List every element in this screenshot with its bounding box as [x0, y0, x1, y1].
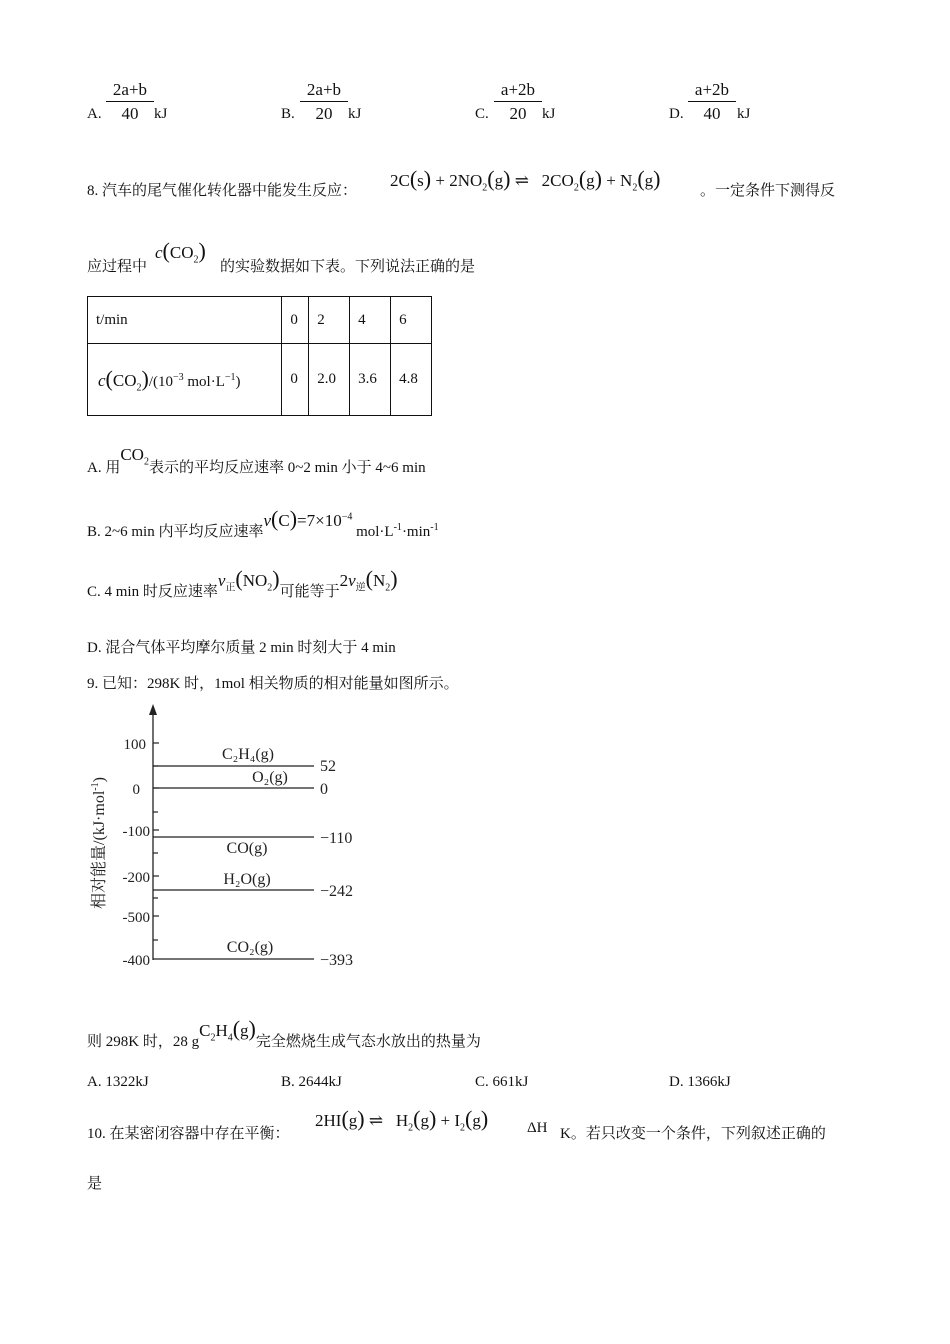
q7-option-c-letter[interactable]: C. — [475, 106, 489, 122]
q7-d-unit: kJ — [737, 106, 751, 122]
table-header-cell: t/min — [88, 297, 282, 344]
table-header-cell: 4 — [350, 297, 391, 344]
y-axis-title-text: 相对能量/(kJ·mol — [91, 790, 108, 909]
v-reverse-n2: $2v_逆(N_2)$ — [339, 566, 398, 594]
q9-question-prefix: 则 298K 时，28 g — [87, 1034, 200, 1050]
q8-stem-prefix: 8. 汽车的尾气催化转化器中能发生反应： — [87, 183, 358, 199]
q10-delta-h: ΔH — [527, 1120, 548, 1136]
q9-stem: 9. 已知：298K 时，1mol 相关物质的相对能量如图所示。 — [87, 676, 459, 692]
q8-a-suffix: 表示的平均反应速率 0~2 min 小于 4~6 min — [148, 460, 426, 476]
level-species-label: CO(g) — [226, 840, 268, 857]
q8-option-b[interactable]: B. 2~6 min 内平均反应速率$v(C)=7\times 10^{-4}$ $mol\cdot L^{-1}\cdot\min^{-1}$ — [87, 506, 439, 540]
y-tick-label: 0 — [132, 782, 140, 798]
table-header-cell: 2 — [309, 297, 350, 344]
q10-stem-suffix: K。若只改变一个条件，下列叙述正确的 — [560, 1126, 826, 1142]
q9-question-suffix: 完全燃烧生成气态水放出的热量为 — [255, 1034, 481, 1050]
q7-d-denominator: 40 — [703, 104, 721, 123]
q7-option-c-fraction — [494, 79, 542, 126]
q8-option-a[interactable] — [87, 445, 426, 479]
table-header-cell: 6 — [391, 297, 432, 344]
table-cell: 4.8 — [391, 344, 432, 416]
unit-part1: /(10 — [148, 373, 173, 390]
q10-line2: 是 — [87, 1176, 103, 1192]
level-species-label: H₂O(g) — [223, 871, 271, 888]
y-tick-label: 100 — [123, 737, 146, 753]
v-forward-no2: $v_正(NO_2)$ — [217, 566, 280, 594]
table-row-label: $c(CO_2)/(10^{-3}$ $mol\cdot L^{-1}$) — [88, 344, 282, 416]
q9-option-a[interactable]: A. 1322kJ — [87, 1074, 149, 1090]
level-value-label: 52 — [320, 758, 336, 775]
energy-level-diagram — [80, 700, 380, 980]
table-cell: 0 — [282, 344, 309, 416]
q9-option-b[interactable]: B. 2644kJ — [281, 1074, 342, 1090]
q9-option-d[interactable]: D. 1366kJ — [669, 1074, 731, 1090]
q10-stem-prefix: 10. 在某密闭容器中存在平衡： — [87, 1126, 290, 1142]
table-cell: 3.6 — [350, 344, 391, 416]
q7-option-b-fraction — [300, 79, 348, 126]
q8-b-unit: mol·L — [356, 524, 394, 540]
y-axis-title: 相对能量/(kJ·mol$^{-1}$) — [90, 777, 108, 909]
table-cell: 2.0 — [309, 344, 350, 416]
q7-d-numerator: a+2b — [688, 79, 736, 102]
rate-c-formula: $v(C)=7\times 10^{-4}$ — [263, 506, 353, 531]
q8-data-table — [87, 296, 432, 416]
q8-reaction-equation: $2C(s) + 2NO_2(g)$ ⇌ $2CO_2(g) + N_2(g)$ — [390, 166, 661, 194]
table-header-row — [88, 297, 432, 344]
q7-c-numerator: a+2b — [494, 79, 542, 102]
q7-c-denominator: 20 — [509, 104, 527, 123]
table-row — [88, 344, 432, 416]
level-value-label: 0 — [320, 781, 328, 798]
q7-option-a-fraction — [106, 79, 154, 126]
unit-part2: mol·L — [187, 373, 225, 390]
q8-option-d[interactable]: D. 混合气体平均摩尔质量 2 min 时刻大于 4 min — [87, 640, 396, 656]
q8-a-prefix: A. 用 — [87, 460, 121, 476]
q9-option-c[interactable]: C. 661kJ — [475, 1074, 529, 1090]
q8-stem-suffix: 。一定条件下测得反 — [700, 183, 836, 199]
c2h4-formula: $C_2H_4(g)$ — [199, 1016, 256, 1044]
level-value-label: −110 — [320, 830, 353, 847]
q7-b-denominator: 20 — [315, 104, 333, 123]
y-axis-arrow-icon — [149, 704, 157, 715]
q8-cco2-symbol: $c(CO_2)$ — [155, 238, 206, 266]
y-tick-label: -100 — [122, 824, 150, 840]
q8-c-mid: 可能等于 — [279, 584, 340, 600]
q7-a-unit: kJ — [154, 106, 168, 122]
q7-option-d-letter[interactable]: D. — [669, 106, 684, 122]
q8-line2-prefix: 应过程中 — [87, 259, 148, 275]
q8-line2-suffix: 的实验数据如下表。下列说法正确的是 — [220, 259, 476, 275]
co2-formula: $CO_2$ — [120, 445, 149, 468]
level-value-label: −393 — [320, 952, 354, 969]
q7-b-unit: kJ — [348, 106, 362, 122]
table-header-cell: 0 — [282, 297, 309, 344]
q7-option-d-fraction — [688, 79, 736, 126]
q8-b-math: =7×10 — [297, 511, 342, 530]
q7-b-numerator: 2a+b — [300, 79, 348, 102]
q7-c-unit: kJ — [542, 106, 556, 122]
q8-b-prefix: B. 2~6 min 内平均反应速率 — [87, 524, 264, 540]
q8-option-c[interactable] — [87, 566, 398, 603]
y-tick-label: -400 — [122, 953, 150, 969]
y-tick-label: -500 — [122, 910, 150, 926]
q10-equilibrium-equation: 2HI(g) ⇌ $H_2(g) + I_2(g)$ — [315, 1106, 489, 1134]
q7-a-numerator: 2a+b — [106, 79, 154, 102]
q7-option-a-letter[interactable]: A. — [87, 106, 102, 122]
level-species-label: O₂(g) — [252, 769, 288, 786]
level-species-label: C₂H₄(g) — [221, 746, 275, 763]
q8-c-prefix: C. 4 min 时反应速率 — [87, 584, 218, 600]
q7-a-denominator: 40 — [121, 104, 139, 123]
level-species-label: CO₂(g) — [226, 939, 274, 956]
q7-option-b-letter[interactable]: B. — [281, 106, 295, 122]
y-tick-label: -200 — [122, 870, 150, 886]
level-value-label: −242 — [320, 883, 354, 900]
q9-question — [87, 1016, 481, 1053]
